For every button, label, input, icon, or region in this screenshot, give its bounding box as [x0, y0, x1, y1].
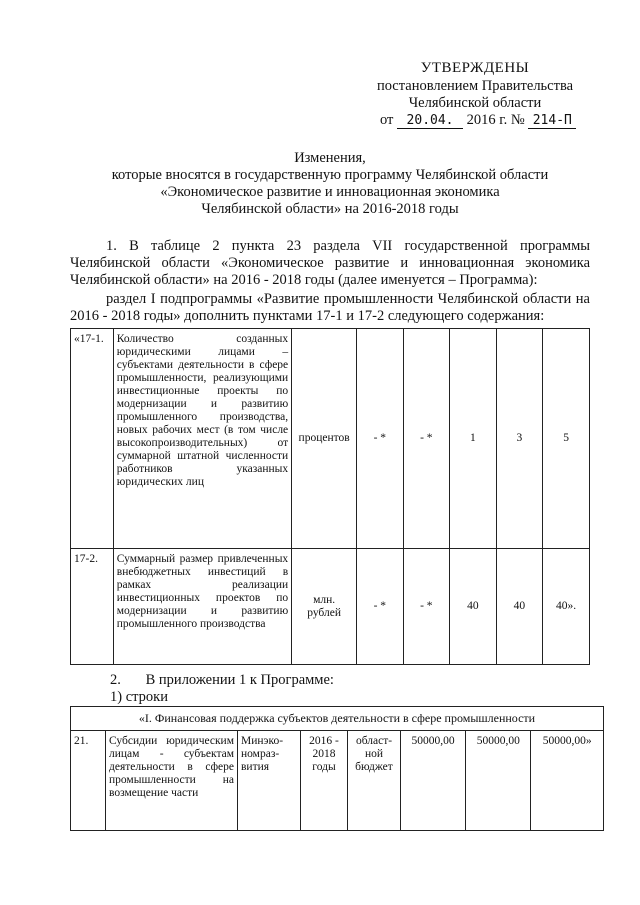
- title-line-2: которые вносятся в государственную программу Челябинской области: [111, 167, 549, 183]
- section-2-text: В приложении 1 к Программе:: [145, 672, 334, 688]
- row-executor: Минэко-номраз-вития: [238, 731, 301, 831]
- row-value-4: 40: [496, 549, 543, 665]
- title-line-1: Изменения,: [294, 150, 366, 166]
- rows-label: 1) строки: [110, 689, 168, 705]
- title-line-3: «Экономическое развитие и инновационная экономика: [160, 184, 500, 200]
- row-amount-3: 50000,00»: [531, 731, 604, 831]
- approval-heading: УТВЕРЖДЕНЫ: [420, 60, 530, 76]
- row-value-1: - *: [357, 329, 404, 549]
- approval-line-2: Челябинской области: [408, 95, 542, 111]
- table-row: [71, 707, 604, 731]
- row-number: 21.: [71, 731, 106, 831]
- section-2-heading: [110, 672, 334, 689]
- row-number: 17-2.: [71, 549, 114, 665]
- document-title: [80, 150, 580, 218]
- table-row: [71, 549, 590, 665]
- handwritten-number: 214-П: [528, 114, 576, 129]
- row-years: 2016 - 2018 годы: [301, 731, 348, 831]
- row-value-2: - *: [403, 329, 450, 549]
- table-row: [71, 731, 604, 831]
- row-value-3: 40: [450, 549, 497, 665]
- row-unit: млн. рублей: [292, 549, 357, 665]
- row-value-1: - *: [357, 549, 404, 665]
- table-row: [71, 329, 590, 549]
- row-value-3: 1: [450, 329, 497, 549]
- row-amount-2: 50000,00: [466, 731, 531, 831]
- handwritten-date: 20.04.: [397, 114, 463, 129]
- paragraph-1: 1. В таблице 2 пункта 23 раздела VII государственной программы Челябинской области «Экономическое развитие и инновационная экономика Челябинской области» на 2016 - 2018 годы (далее именуется – Программа):: [70, 238, 590, 288]
- row-description: Субсидии юридическим лицам - субъектам деятельности в сфере промышленности на возмещение части: [106, 731, 238, 831]
- indicators-table: [70, 328, 590, 665]
- approval-block: [360, 60, 590, 129]
- approval-line-1: постановлением Правительства: [376, 78, 574, 94]
- row-value-5: 5: [543, 329, 590, 549]
- row-value-4: 3: [496, 329, 543, 549]
- approval-date-line: [380, 112, 590, 129]
- section-banner: «I. Финансовая поддержка субъектов деятельности в сфере промышленности: [71, 707, 604, 731]
- from-prefix: от: [380, 112, 394, 128]
- row-source: област-ной бюджет: [348, 731, 401, 831]
- year-text: 2016 г. №: [466, 112, 525, 128]
- financing-table: [70, 706, 604, 831]
- row-description: Суммарный размер привлеченных внебюджетных инвестиций в рамках реализации инвестиционных проектов по модернизации и развитию промышленного производства: [113, 549, 291, 665]
- row-value-2: - *: [403, 549, 450, 665]
- section-2-number: 2.: [110, 672, 121, 688]
- row-value-5: 40».: [543, 549, 590, 665]
- paragraph-2: раздел I подпрограммы «Развитие промышленности Челябинской области на 2016 - 2018 годы» дополнить пунктами 17-1 и 17-2 следующего содержания:: [70, 291, 590, 324]
- row-number: «17-1.: [71, 329, 114, 549]
- row-amount-1: 50000,00: [401, 731, 466, 831]
- row-description: Количество созданных юридическими лицами – субъектами деятельности в сфере промышленности, реализующими инвестиционные проекты по модернизации и развитию промышленного производства, новых рабочих мест (в том числе высокопроизводительных) от суммарной штатной численности работников указанных юридических лиц: [113, 329, 291, 549]
- row-unit: процентов: [292, 329, 357, 549]
- title-line-4: Челябинской области» на 2016-2018 годы: [201, 201, 459, 217]
